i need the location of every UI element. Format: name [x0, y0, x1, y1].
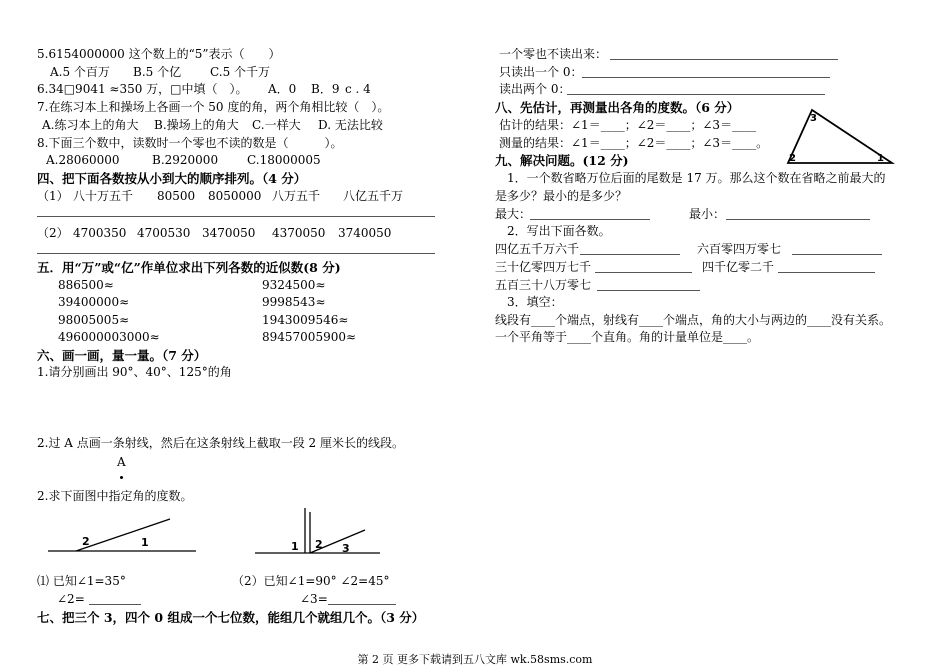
q7-option-b: B.操场上的角大 [154, 118, 239, 132]
sec4-row2-item: 3740050 [338, 226, 392, 240]
number-word: 四千亿零二千 [702, 260, 775, 274]
q8-option-c: C.18000005 [247, 153, 321, 167]
figure-2-angle-3-label: 3 [342, 542, 350, 555]
section-6-title: 六、画一画，量一量。（7 分） [37, 348, 207, 363]
answer-line[interactable] [567, 94, 825, 95]
question-7: 7.在练习本上和操场上各画一个 50 度的角，两个角相比较（ ）。 [37, 100, 390, 114]
measure-row: 测量的结果：∠1＝____；∠2＝____；∠3＝____。 [499, 136, 769, 150]
figure-1-answer-line[interactable] [89, 604, 141, 605]
question-5: 5.6154000000 这个数上的“5”表示（ ） [37, 47, 281, 61]
number-word: 六百零四万零七 [697, 242, 782, 256]
question-6: 6.34□9041 ≈350 万，□中填（ ）。 [37, 82, 248, 96]
number-word: 五百三十八万零七 [495, 278, 592, 292]
figure-1-angle-1-label: 1 [141, 536, 149, 549]
figure-2-given: （2）已知∠1=90° ∠2=45° [232, 574, 390, 588]
approx-item: 886500≈ [58, 278, 114, 292]
answer-line[interactable] [582, 77, 830, 78]
approx-item: 39400000≈ [58, 295, 130, 309]
sec4-row2-item: 4700530 [137, 226, 191, 240]
problem-2: 2．写出下面各数。 [507, 224, 611, 238]
section-4-title: 四、把下面各数按从小到大的顺序排列。（4 分） [37, 171, 307, 186]
q5-option-b: B.5 个亿 [133, 65, 182, 79]
sec4-row1-item: 八十万五千 [73, 189, 134, 203]
min-answer-line[interactable] [726, 219, 870, 220]
max-answer-line[interactable] [530, 219, 650, 220]
problem-3: 3．填空： [507, 295, 563, 309]
q5-option-c: C.5 个千万 [210, 65, 271, 79]
approx-item: 9324500≈ [262, 278, 326, 292]
sec6-question-3: 2.求下面图中指定角的度数。 [37, 489, 193, 503]
fill-blank-2: 一个平角等于____个直角。角的计量单位是____。 [495, 330, 760, 344]
answer-line [37, 253, 435, 254]
sec4-row1-label: （1） [37, 189, 69, 203]
triangle-angle-3-label: 3 [810, 113, 817, 124]
q7-option-c: C.一样大 [252, 118, 301, 132]
triangle-angle-1-label: 1 [877, 153, 884, 164]
sec4-row1-item: 八万五千 [272, 189, 321, 203]
answer-line[interactable] [610, 59, 838, 60]
max-label: 最大： [495, 207, 532, 221]
answer-line[interactable] [595, 272, 692, 273]
angle-figure-2 [255, 508, 385, 558]
section-5-title: 五．用“万”或“亿”作单位求出下列各数的近似数(8 分) [37, 260, 341, 275]
problem-1-line-2: 是多少？最小的是多少？ [495, 189, 628, 203]
section-8-title: 八、先估计，再测量出各角的度数。（6 分） [495, 100, 740, 115]
figure-1-angle-2-label: 2 [82, 535, 90, 548]
sec4-row1-item: 8050000 [208, 189, 262, 203]
approx-item: 496000003000≈ [58, 330, 160, 344]
section-9-title: 九、解决问题。(12 分) [495, 153, 629, 168]
triangle-figure [784, 108, 896, 166]
answer-line [37, 216, 435, 217]
sec4-row2-item: 3470050 [202, 226, 256, 240]
point-a-label: A [117, 455, 126, 469]
q5-option-a: A.5 个百万 [50, 65, 110, 79]
cont-label-1: 一个零也不读出来： [499, 47, 608, 61]
answer-line[interactable] [580, 254, 680, 255]
cont-label-3: 读出两个 0： [499, 82, 571, 96]
approx-item: 89457005900≈ [262, 330, 357, 344]
section-7-title: 七、把三个 3，四个 0 组成一个七位数，能组几个就组几个。（3 分） [37, 610, 425, 625]
figure-2-answer-label: ∠3= [300, 592, 328, 606]
q7-option-d: D. 无法比较 [318, 118, 383, 132]
fill-blank-1: 线段有____个端点，射线有____个端点，角的大小与两边的____没有关系。 [495, 313, 892, 327]
answer-line[interactable] [792, 254, 882, 255]
sec4-row2-item: 4700350 [73, 226, 127, 240]
figure-1-given: ⑴ 已知∠1=35° [37, 574, 126, 588]
q6-option-b: B．9 [311, 82, 340, 96]
figure-2-angle-2-label: 2 [315, 538, 323, 551]
sec4-row1-item: 八亿五千万 [343, 189, 404, 203]
min-label: 最小： [689, 207, 726, 221]
sec4-row2-label: （2） [37, 226, 69, 240]
number-word: 三十亿零四万七千 [495, 260, 592, 274]
triangle-angle-2-label: 2 [789, 153, 796, 164]
q6-option-a: A．0 [268, 82, 297, 96]
sec4-row1-item: 80500 [157, 189, 196, 203]
approx-item: 1943009546≈ [262, 313, 349, 327]
sec4-row2-item: 4370050 [272, 226, 326, 240]
answer-line[interactable] [597, 290, 700, 291]
estimate-row: 估计的结果：∠1＝____；∠2＝____；∠3＝____ [499, 118, 757, 132]
sec6-question-2: 2.过 A 点画一条射线，然后在这条射线上截取一段 2 厘米长的线段。 [37, 436, 405, 450]
answer-line[interactable] [778, 272, 875, 273]
angle-figure-1 [48, 518, 198, 556]
approx-item: 98005005≈ [58, 313, 130, 327]
figure-2-answer-line[interactable] [328, 604, 396, 605]
point-a-dot [120, 476, 123, 479]
q7-option-a: A.练习本上的角大 [42, 118, 139, 132]
page-footer: 第 2 页 更多下载请到五八文库 wk.58sms.com [357, 653, 593, 666]
figure-2-angle-1-label: 1 [291, 540, 299, 553]
q8-option-a: A.28060000 [46, 153, 120, 167]
figure-1-answer-label: ∠2= [57, 592, 85, 606]
approx-item: 9998543≈ [262, 295, 326, 309]
figure-1-ray [76, 519, 170, 551]
q6-option-c: c . 4 [345, 82, 371, 96]
sec6-question-1: 1.请分别画出 90°、40°、125°的角 [37, 365, 232, 379]
cont-label-2: 只读出一个 0： [499, 65, 583, 79]
problem-1-line-1: 1．一个数省略万位后面的尾数是 17 万。那么这个数在省略之前最大的 [507, 171, 886, 185]
question-8: 8.下面三个数中，读数时一个零也不读的数是（ ）。 [37, 136, 343, 150]
number-word: 四亿五千万六千 [495, 242, 580, 256]
q8-option-b: B.2920000 [152, 153, 219, 167]
